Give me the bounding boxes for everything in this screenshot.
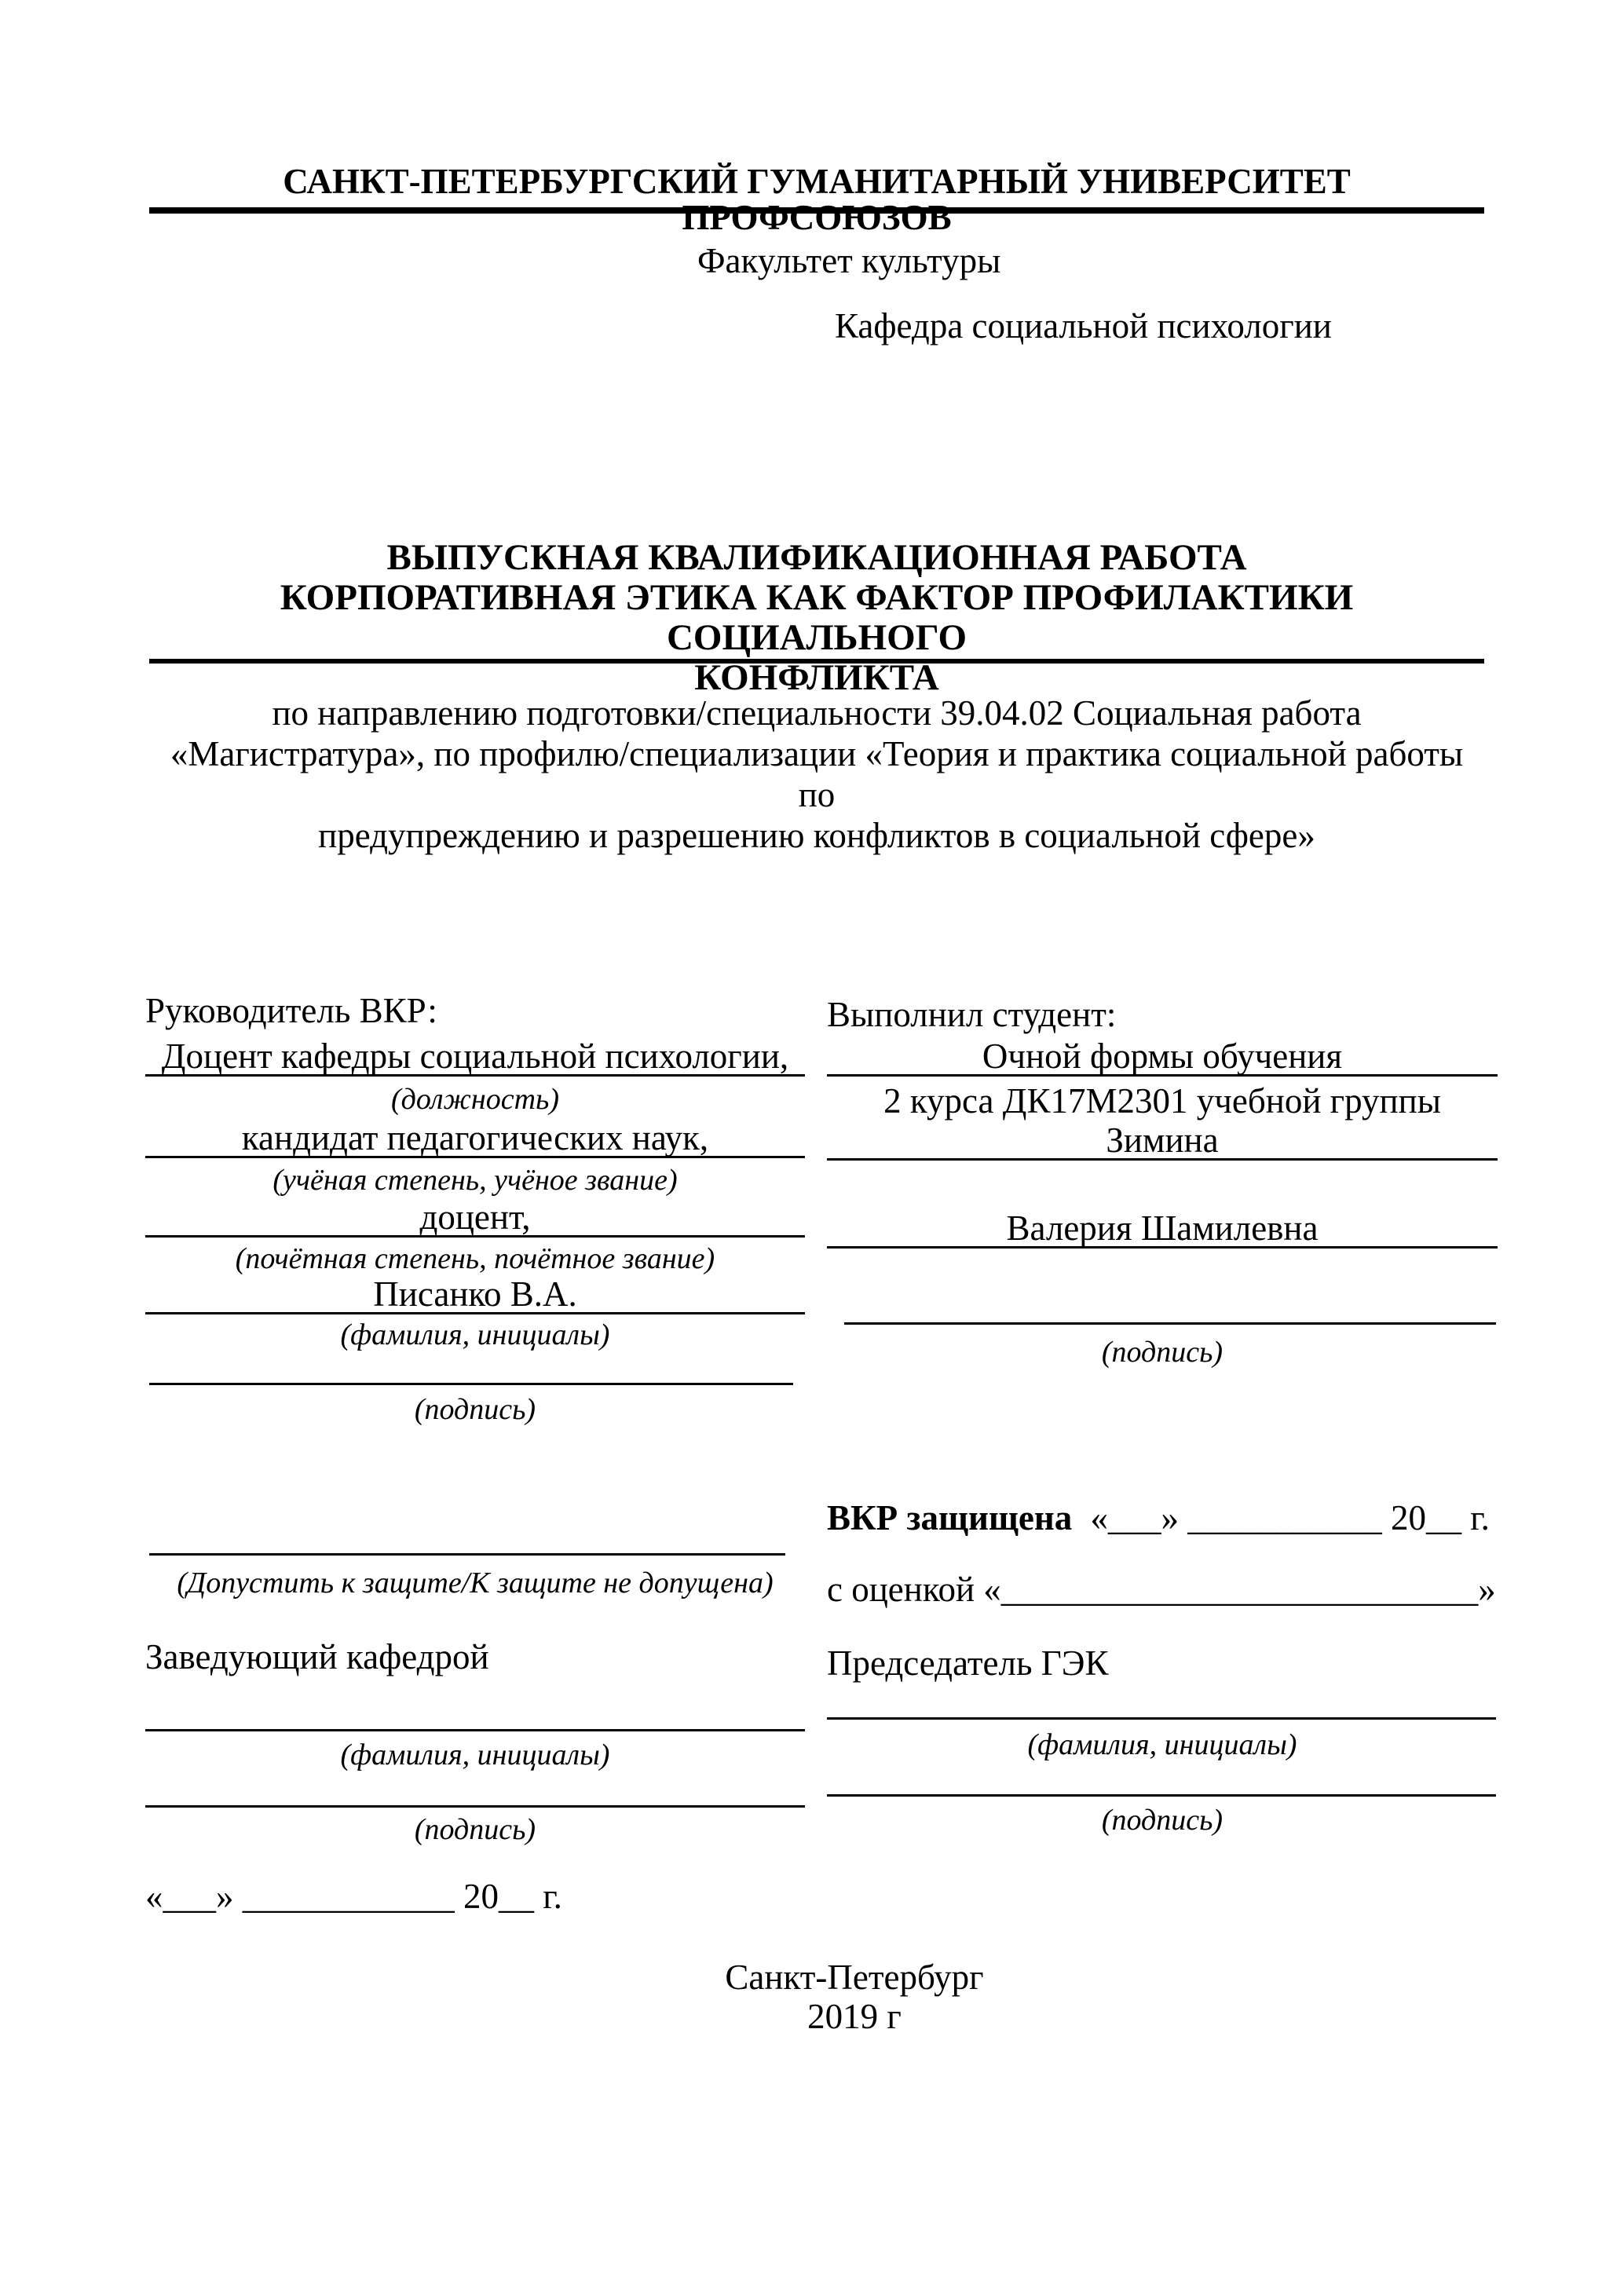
student-surname-field: Зимина — [827, 1122, 1498, 1161]
student-group: 2 курса ДК17М2301 учебной группы — [883, 1081, 1441, 1121]
footer-block — [0, 1958, 1624, 2036]
defense-grade-row: с оценкой «___________________________» — [827, 1570, 1496, 1609]
supervisor-honorary-caption: (почётная степень, почётное звание) — [235, 1242, 715, 1275]
student-label: Выполнил студент: — [827, 995, 1117, 1034]
admission-date-line: «___» ____________ 20__ г. — [145, 1877, 562, 1916]
footer-city: Санкт-Петербург — [725, 1958, 984, 1997]
student-study-form-field: Очной формы обучения — [827, 1038, 1498, 1077]
department-head-name-line — [145, 1729, 805, 1731]
defense-date-row — [827, 1500, 1498, 1536]
title-rule — [149, 659, 1484, 664]
supervisor-signature-caption: (подпись) — [414, 1393, 536, 1426]
specialty-line1: по направлению подготовки/специальности 39.04.02 Социальная работа — [272, 693, 1362, 733]
supervisor-honorary-field: доцент, — [145, 1199, 805, 1238]
header-rule — [149, 207, 1484, 214]
gek-chairman-name-line — [827, 1717, 1496, 1720]
work-title — [149, 538, 1484, 698]
defense-date-blanks: «___» ___________ 20__ г. — [1090, 1498, 1490, 1537]
work-title-line3: КОНФЛИКТА — [694, 657, 939, 698]
supervisor-degree-caption: (учёная степень, учёное звание) — [272, 1164, 678, 1197]
footer-year: 2019 г — [807, 1997, 902, 2036]
department-head-name-caption: (фамилия, инициалы) — [340, 1738, 610, 1771]
defense-label: ВКР защищена — [827, 1498, 1073, 1537]
student-signature-line — [844, 1322, 1496, 1325]
student-signature-caption: (подпись) — [1101, 1336, 1223, 1369]
specialty-line3: предупреждению и разрешению конфликтов в социальной сфере» — [318, 816, 1315, 855]
supervisor-name-caption: (фамилия, инициалы) — [340, 1318, 610, 1351]
department-name: Кафедра социальной психологии — [835, 306, 1332, 345]
department-head-label: Заведующий кафедрой — [145, 1637, 489, 1676]
specialty-paragraph — [149, 693, 1484, 856]
gek-chairman-signature-line — [827, 1794, 1496, 1797]
university-name: САНКТ-ПЕТЕРБУРГСКИЙ ГУМАНИТАРНЫЙ УНИВЕРСИТЕТ ПРОФСОЮЗОВ — [283, 162, 1351, 237]
gek-chairman-name-caption: (фамилия, инициалы) — [1027, 1728, 1297, 1761]
faculty-name: Факультет культуры — [697, 241, 1001, 280]
specialty-line2: «Магистратура», по профилю/специализации «Теория и практика социальной работы по — [170, 734, 1464, 814]
department-head-signature-line — [145, 1805, 805, 1808]
gek-chairman-label: Председатель ГЭК — [827, 1643, 1109, 1683]
supervisor-label: Руководитель ВКР: — [145, 991, 437, 1030]
department-head-signature-caption: (подпись) — [414, 1813, 536, 1846]
work-title-line2: КОРПОРАТИВНАЯ ЭТИКА КАК ФАКТОР ПРОФИЛАКТИКИ СОЦИАЛЬНОГО — [280, 577, 1354, 658]
admission-caption: (Допустить к защите/К защите не допущена) — [177, 1567, 774, 1600]
admission-line — [149, 1553, 785, 1556]
work-title-line1: ВЫПУСКНАЯ КВАЛИФИКАЦИОННАЯ РАБОТА — [386, 537, 1247, 578]
student-name-field: Валерия Шамилевна — [827, 1210, 1498, 1249]
supervisor-signature-line — [149, 1383, 793, 1385]
supervisor-name-field: Писанко В.А. — [145, 1276, 805, 1314]
gek-chairman-signature-caption: (подпись) — [1101, 1804, 1223, 1837]
supervisor-position-field: Доцент кафедры социальной психологии, — [145, 1038, 805, 1077]
supervisor-degree-field: кандидат педагогических наук, — [145, 1120, 805, 1158]
supervisor-position-caption: (должность) — [391, 1083, 559, 1116]
